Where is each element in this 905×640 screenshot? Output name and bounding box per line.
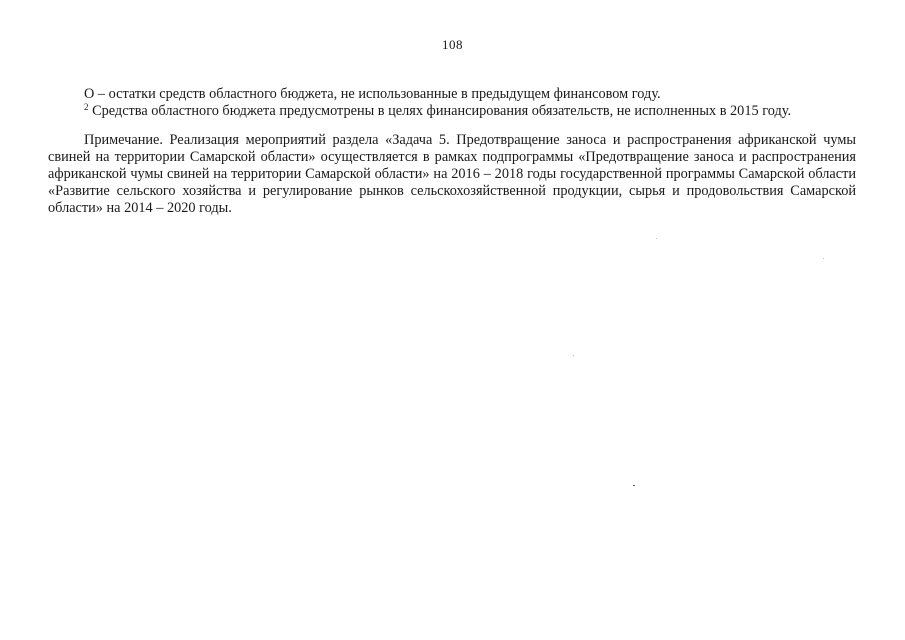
page-number: 108 (442, 37, 463, 52)
scan-speck (656, 238, 657, 239)
remark-paragraph: Примечание. Реализация мероприятий раздела «Задача 5. Предотвращение заноса и распространения африканской чумы свиней на территории Самарской области» осуществляется в рамках подпрограммы «Предотвращение заноса и распространения африканской чумы свиней на территории Самарской области» на 2016 – 2018 годы государственной программы Самарской области «Развитие сельского хозяйства и регулирование рынков сельскохозяйственной продукции, сырья и продовольствия Самарской области» на 2014 – 2020 годы. (48, 132, 856, 216)
scan-speck (633, 485, 635, 486)
scan-speck (573, 355, 574, 356)
footnote-o: О – остатки средств областного бюджета, не использованные в предыдущем финансовом году. (84, 86, 661, 102)
scan-speck (823, 258, 824, 259)
footnote-2-marker: 2 (84, 102, 89, 112)
document-body (48, 86, 856, 217)
footnote-2-text: Средства областного бюджета предусмотрены в целях финансирования обязательств, не исполненных в 2015 году. (88, 103, 792, 119)
footnote-2 (48, 103, 856, 120)
